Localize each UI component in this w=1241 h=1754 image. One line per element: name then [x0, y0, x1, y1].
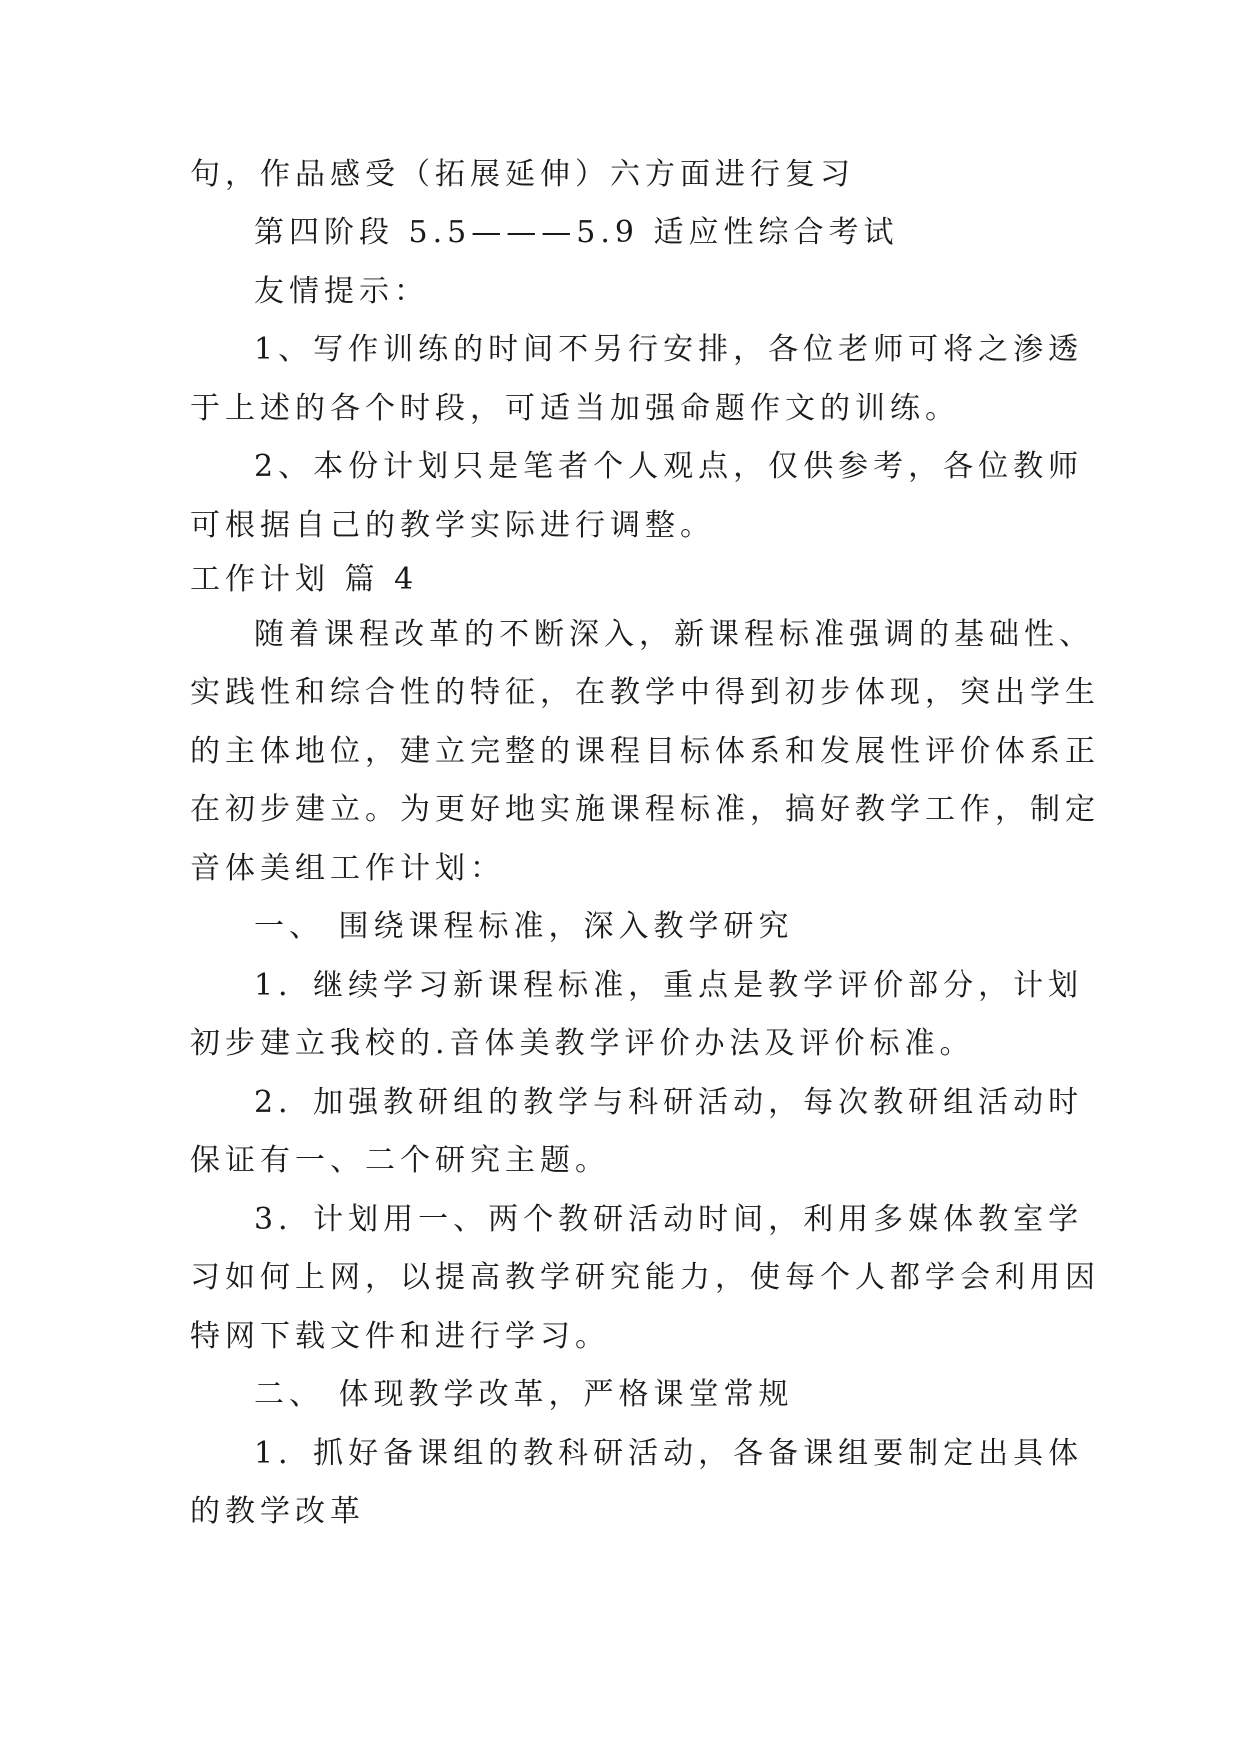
- text-line: 的教学改革: [190, 1494, 365, 1529]
- text-line: 在初步建立。为更好地实施课程标准，搞好教学工作，制定: [190, 792, 1100, 827]
- section-heading: 工作计划 篇 4: [190, 562, 419, 597]
- text-line: 音体美组工作计划：: [190, 851, 505, 886]
- text-line: 保证有一、二个研究主题。: [190, 1143, 610, 1178]
- text-line: 初步建立我校的.音体美教学评价办法及评价标准。: [190, 1026, 975, 1061]
- subheading: 二、 体现教学改革，严格课堂常规: [254, 1377, 794, 1412]
- text-line: 1．抓好备课组的教科研活动，各备课组要制定出具体: [254, 1436, 1084, 1471]
- text-line: 2、本份计划只是笔者个人观点，仅供参考，各位教师: [254, 449, 1084, 484]
- text-line: 于上述的各个时段，可适当加强命题作文的训练。: [190, 391, 960, 426]
- text-line: 1．继续学习新课程标准，重点是教学评价部分，计划: [254, 968, 1084, 1003]
- text-line: 第四阶段 5.5———5.9 适应性综合考试: [254, 215, 899, 250]
- text-line: 实践性和综合性的特征，在教学中得到初步体现，突出学生: [190, 675, 1100, 710]
- text-line: 友情提示：: [254, 274, 429, 309]
- text-line: 2．加强教研组的教学与科研活动，每次教研组活动时: [254, 1085, 1084, 1120]
- text-line: 1、写作训练的时间不另行安排，各位老师可将之渗透: [254, 332, 1084, 367]
- text-line: 习如何上网，以提高教学研究能力，使每个人都学会利用因: [190, 1260, 1100, 1295]
- text-line: 的主体地位，建立完整的课程目标体系和发展性评价体系正: [190, 734, 1100, 769]
- text-line: 3．计划用一、两个教研活动时间，利用多媒体教室学: [254, 1202, 1084, 1237]
- text-line: 特网下载文件和进行学习。: [190, 1319, 610, 1354]
- text-line: 句，作品感受（拓展延伸）六方面进行复习: [190, 157, 855, 192]
- subheading: 一、 围绕课程标准，深入教学研究: [254, 909, 794, 944]
- text-line: 可根据自己的教学实际进行调整。: [190, 508, 715, 543]
- text-line: 随着课程改革的不断深入，新课程标准强调的基础性、: [254, 617, 1094, 652]
